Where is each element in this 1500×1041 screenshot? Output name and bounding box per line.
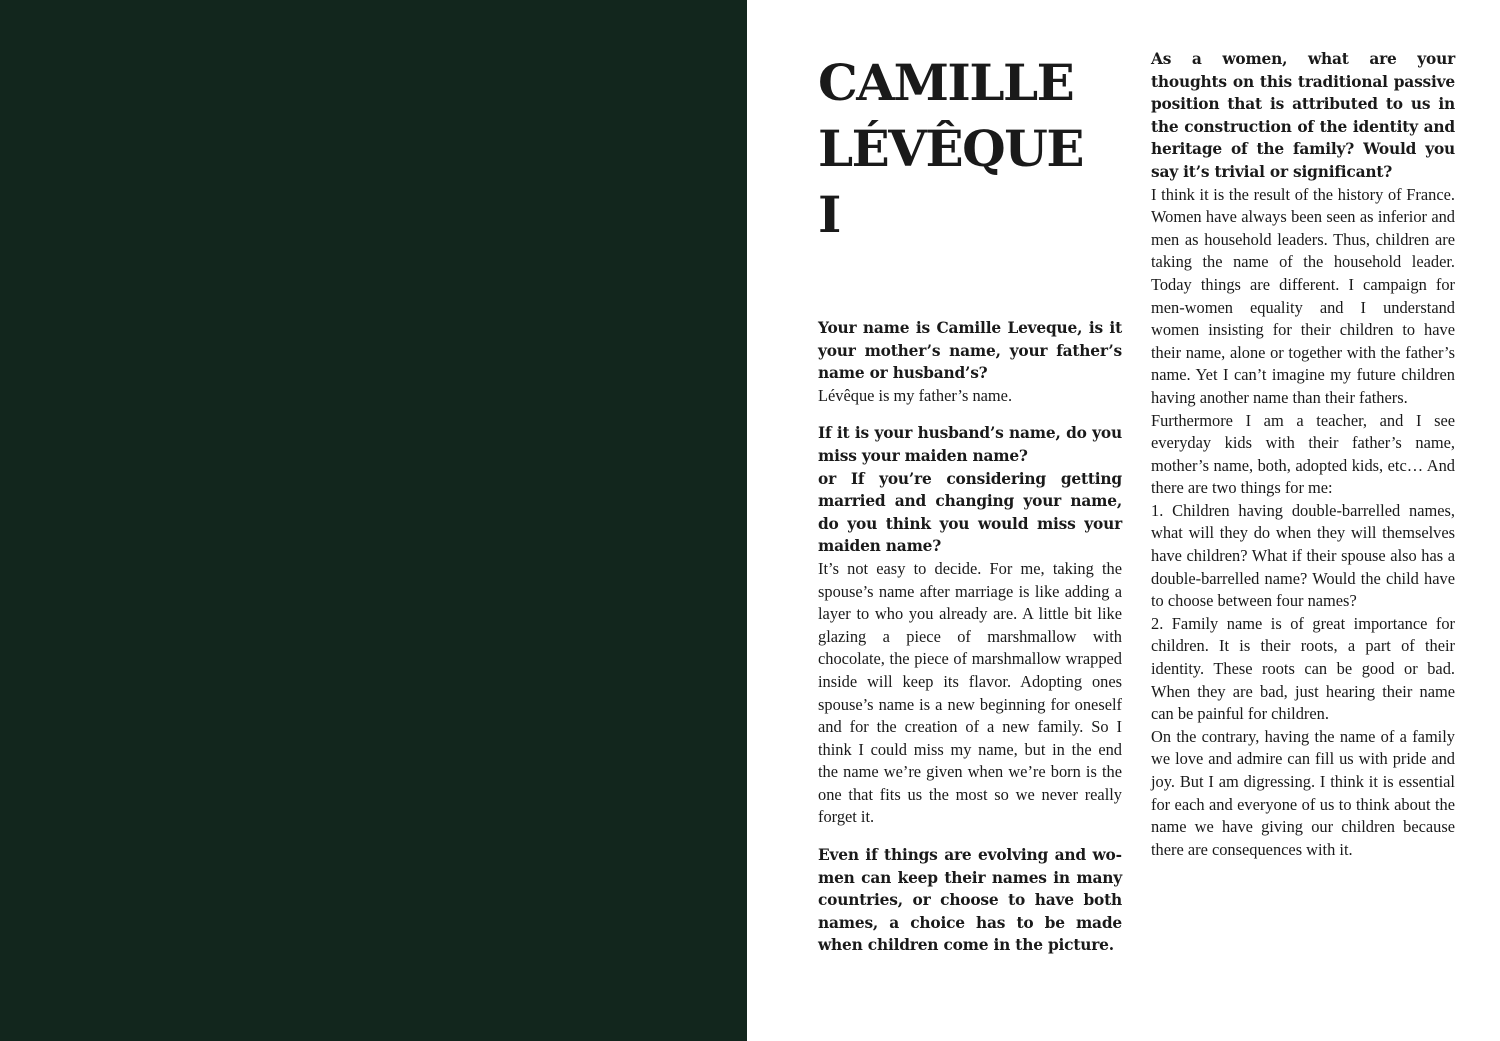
answer-4-paragraph-4: 2. Family name is of great importance for children. It is their roots, a part of their identity. These roots can be good or bad. When they are bad, just hearing their name can be painful for children. (1151, 613, 1455, 724)
question-3: Even if things are evolving and women can keep their names in many countries, or choose to have both names, a choice has to be made when children come in the picture. (818, 846, 1122, 955)
question-2: If it is your husband’s name, do you miss your maiden name? (818, 424, 1122, 465)
dark-green-page (0, 0, 747, 1041)
right-text-column (1151, 48, 1455, 861)
answer-1: Lévêque is my father’s name. (818, 385, 1013, 405)
answer-4-paragraph-5: On the contrary, having the name of a family we love and admire can fill us with pride and joy. But I am digressing. I think it is essential for each and everyone of us to think about the name we have giving our children because there are consequences with it. (1151, 726, 1455, 859)
question-1: Your name is Camille Leveque, is it your mother’s name, your father’s name or husband’s? (818, 319, 1122, 383)
question-4: As a women, what are your thoughts on this traditional passive position that is attributed to us in the construction of the identity and heritage of the family? Would you say it’s trivial or significant? (1151, 50, 1455, 181)
answer-2: It’s not easy to decide. For me, taking the spouse’s name after marriage is like adding a layer to who you already are. A little bit like glazing a piece of marshmallow with chocolate, the piece of marshmallow wrapped inside will keep its flavor. Adopting ones spouse’s name is a new beginning for oneself and for the creation of a new family. So I think I could miss my name, but in the end the name we’re given when we’re born is the one that fits us the most so we never really forget it. (818, 558, 1122, 827)
title-line-2: LÉVÊQUE (818, 119, 1083, 178)
answer-4-paragraph-2: Furthermore I am a teacher, and I see everyday kids with their father’s name, mother’s name, both, adopted kids, etc… And there are two things for me: (1151, 410, 1455, 498)
title-line-1: CAMILLE (818, 53, 1074, 112)
question-2-alt: or If you’re considering getting married and changing your name, do you think you would miss your maiden name? (818, 469, 1122, 556)
answer-4-paragraph-1: I think it is the result of the history of France. Women have always been seen as inferior and men as household leaders. Thus, children are taking the name of the household leader. Today things are different. I campaign for men-women equality and I understand women insisting for their children to have their name, alone or together with the father’s name. Yet I can’t imagine my future children having another name than their fathers. (1151, 184, 1455, 407)
left-text-column (818, 317, 1122, 957)
article-title (818, 50, 1138, 248)
title-line-3: I (818, 185, 840, 244)
answer-4-paragraph-3: 1. Children having double-barrelled names, what will they do when they will themselves have children? What if their spouse also has a double-barrelled name? Would the child have to choose between four names? (1151, 500, 1455, 611)
